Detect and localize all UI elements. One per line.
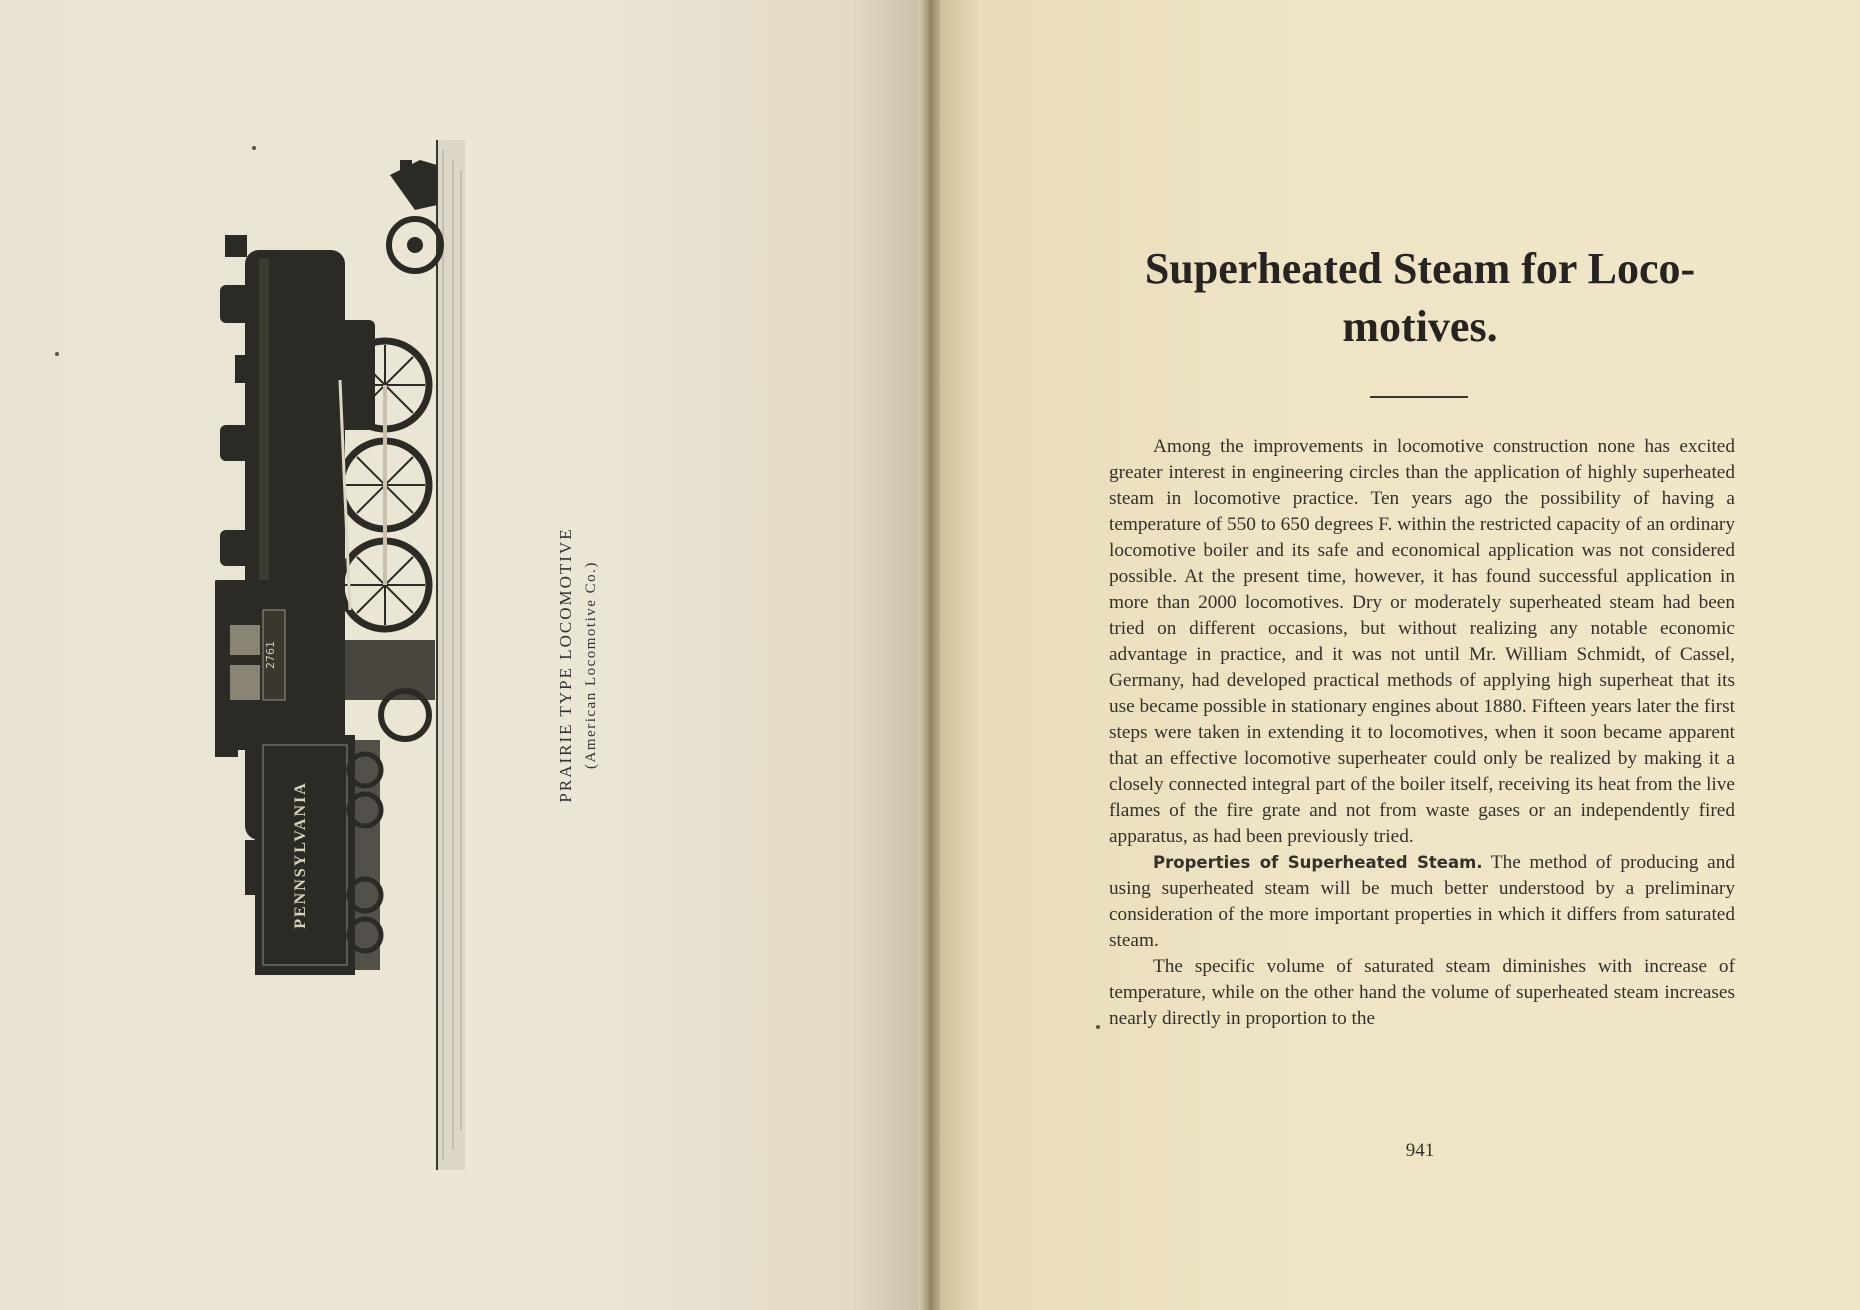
page-number: 941 (1405, 1140, 1435, 1161)
book-gutter (918, 0, 940, 1310)
title-divider (1370, 396, 1468, 398)
paragraph (1109, 850, 1735, 954)
paragraph: The specific volume of saturated steam diminishes with increase of temperature, while on the other hand the volume of superheated steam increases nearly directly in proportion to the (1109, 956, 1735, 1029)
left-page (0, 0, 926, 1310)
cab-number: 2761 (264, 641, 277, 669)
caption-title: PRAIRIE TYPE LOCOMOTIVE (556, 527, 575, 803)
paper-speck (55, 352, 59, 356)
body-text (1109, 434, 1735, 1032)
paragraph-text: The method of producing and using superheated steam will be much better understood by a preliminary consideration of the more important properties in which it differs from saturated steam. (1109, 852, 1735, 951)
illustration-caption (552, 515, 602, 815)
paragraph-heading: Properties of Superheated Steam. (1153, 853, 1483, 872)
chapter-title-line-1: Superheated Steam for Loco- (1144, 244, 1696, 293)
chapter-title-line-2: motives. (1342, 302, 1498, 351)
tender-lettering: PENNSYLVANIA (292, 781, 309, 929)
paper-speck (1096, 1025, 1100, 1029)
chapter-title (1100, 240, 1740, 356)
paragraph: Among the improvements in locomotive construction none has excited greater interest in engineering circles than the application of highly superheated steam in locomotive practice. Ten years ago the possibility of having a temperature of 550 to 650 degrees F. within the restricted capacity of an ordinary locomotive boiler and its safe and economical application was not considered possible. At the present time, however, it has found successful application in more than 2000 locomotives. Dry or moderately superheated steam had been tried on different occasions, but without realizing any notable economic advantage in practice, and it was not until Mr. William Schmidt, of Cassel, Germany, had developed practical methods of applying high superheat that its use became possible in stationary engines about 1880. Fifteen years later the first steps were taken in extending it to locomotives, when it soon became apparent that an effective locomotive superheater could only be realized by making it a closely connected integral part of the boiler itself, receiving its heat from the live flames of the fire grate and not from waste gases or an independently fired apparatus, as had been previously tried. (1109, 436, 1735, 847)
caption-credit: (American Locomotive Co.) (583, 561, 599, 769)
locomotive-illustration (215, 140, 515, 1170)
